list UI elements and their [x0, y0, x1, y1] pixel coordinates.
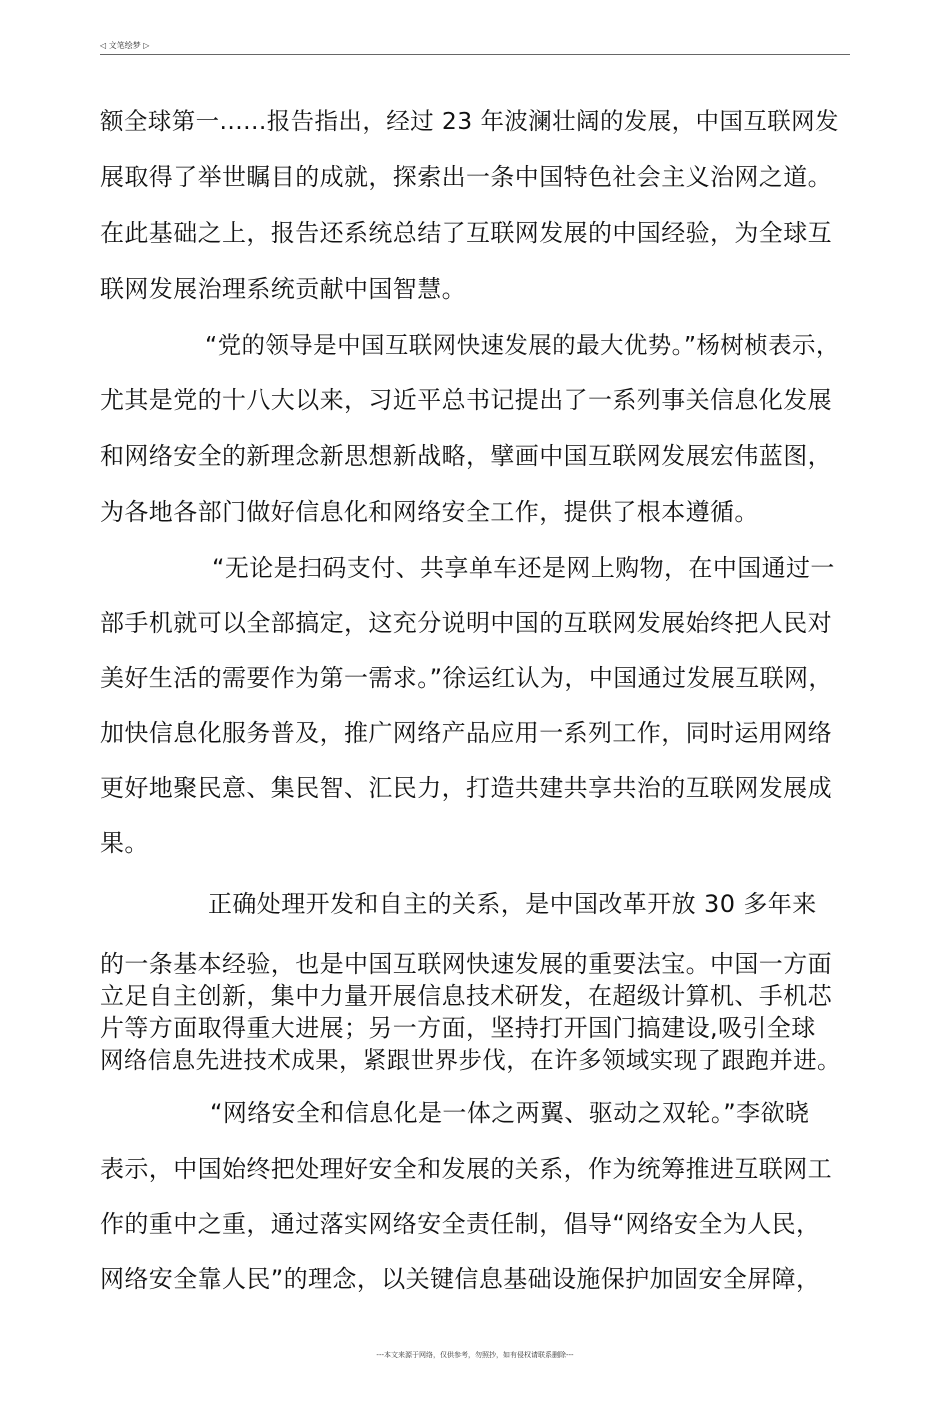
body-line: “无论是扫码支付、共享单车还是网上购物，在中国通过一 [212, 554, 835, 582]
body-line: 作的重中之重，通过落实网络安全责任制，倡导“网络安全为人民， [100, 1210, 821, 1238]
body-line: “网络安全和信息化是一体之两翼、驱动之双轮。”李欲晓 [210, 1099, 810, 1127]
body-line: 果。 [100, 829, 149, 857]
body-line: “党的领导是中国互联网快速发展的最大优势。”杨树桢表示， [205, 331, 840, 359]
body-line: 的一条基本经验，也是中国互联网快速发展的重要法宝。中国一方面 [100, 950, 832, 978]
body-line: 联网发展治理系统贡献中国智慧。 [100, 275, 466, 303]
body-line: 网络信息先进技术成果，紧跟世界步伐，在许多领域实现了跟跑并进。 [100, 1046, 841, 1074]
body-line: 在此基础之上，报告还系统总结了互联网发展的中国经验，为全球互 [100, 219, 832, 247]
body-line: 美好生活的需要作为第一需求。”徐运红认为，中国通过发展互联网， [100, 664, 833, 692]
body-line: 网络安全靠人民”的理念，以关键信息基础设施保护加固安全屏障， [100, 1265, 821, 1293]
body-line: 表示，中国始终把处理好安全和发展的关系，作为统筹推进互联网工 [100, 1155, 832, 1183]
header-label: ◁ 文笔绘梦 ▷ [100, 41, 150, 50]
body-line: 尤其是党的十八大以来，习近平总书记提出了一系列事关信息化发展 [100, 386, 832, 414]
body-line: 加快信息化服务普及，推广网络产品应用一系列工作，同时运用网络 [100, 719, 832, 747]
body-line: 正确处理开发和自主的关系，是中国改革开放 30 多年来 [208, 890, 817, 918]
body-line: 展取得了举世瞩目的成就，探索出一条中国特色社会主义治网之道。 [100, 163, 832, 191]
body-line: 更好地聚民意、集民智、汇民力，打造共建共享共治的互联网发展成 [100, 774, 832, 802]
page-header [100, 40, 850, 55]
body-line: 片等方面取得重大进展；另一方面，坚持打开国门搞建设,吸引全球 [100, 1014, 816, 1042]
page-footer: ---本文来源于网络，仅供参考，勿照抄，如有侵权请联系删除--- [376, 1351, 574, 1359]
body-line: 额全球第一......报告指出，经过 23 年波澜壮阔的发展，中国互联网发 [100, 107, 839, 135]
body-line: 和网络安全的新理念新思想新战略，擘画中国互联网发展宏伟蓝图， [100, 442, 832, 470]
body-line: 立足自主创新，集中力量开展信息技术研发，在超级计算机、手机芯 [100, 982, 832, 1010]
body-line: 为各地各部门做好信息化和网络安全工作，提供了根本遵循。 [100, 498, 759, 526]
body-line: 部手机就可以全部搞定，这充分说明中国的互联网发展始终把人民对 [100, 609, 832, 637]
